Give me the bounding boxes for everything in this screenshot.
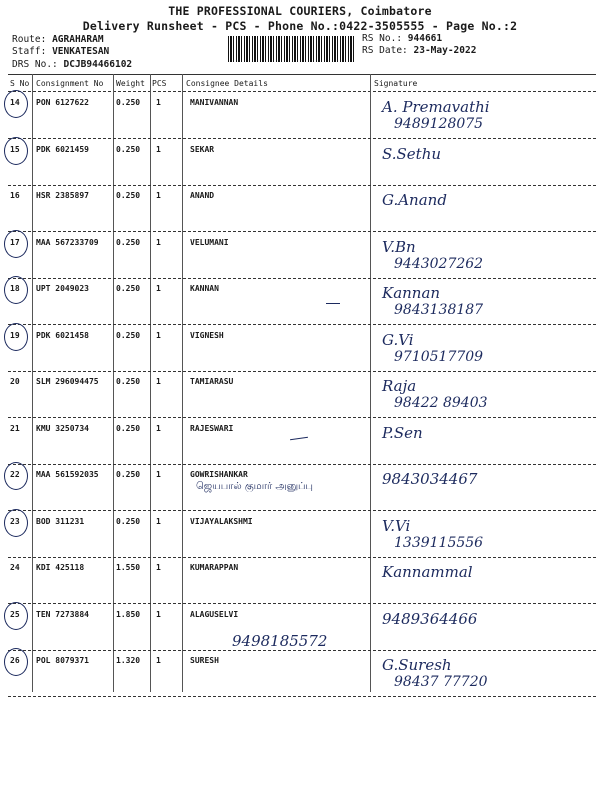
row-consignment-no: PON 6127622	[36, 98, 89, 107]
row-weight: 0.250	[116, 144, 141, 154]
row-consignment-no: MAA 561592035	[36, 470, 99, 479]
row-sno: 26	[10, 656, 20, 665]
row-weight: 0.250	[116, 377, 141, 386]
handwritten-phone: 9498185572	[232, 632, 328, 650]
sno-circle-mark	[4, 509, 28, 537]
row-weight: 1.550	[116, 563, 141, 572]
row-sno: 23	[10, 516, 20, 526]
table-top-rule	[8, 74, 596, 75]
row-signature: Raja	[382, 377, 417, 395]
row-consignee: ALAGUSELVI	[190, 609, 239, 619]
rs-no-info	[362, 33, 442, 44]
sno-circle-mark	[4, 323, 28, 351]
sno-circle-mark	[4, 276, 28, 304]
row-sno: 16	[10, 191, 20, 200]
row-divider	[8, 417, 596, 418]
row-consignment-no: PDK 6021458	[36, 330, 89, 340]
route-label: Route:	[12, 34, 47, 45]
row-pcs: 1	[156, 237, 161, 247]
drs-label: DRS No.:	[12, 59, 58, 70]
row-weight: 0.250	[116, 470, 141, 479]
row-signature-phone: 9843138187	[394, 302, 484, 318]
row-consignee: VIGNESH	[190, 330, 224, 340]
runsheet-title: Delivery Runsheet - PCS - Phone No.:0422-3505555 - Page No.:2	[82, 19, 518, 33]
row-signature: A. Premavathi	[382, 98, 490, 116]
row-weight: 0.250	[116, 237, 141, 247]
row-consignment-no: KDI 425118	[36, 563, 85, 572]
rs-date-info	[362, 45, 476, 56]
row-sno: 21	[10, 423, 20, 433]
sno-circle-mark	[4, 230, 28, 258]
row-consignee: GOWRISHANKAR	[190, 470, 248, 479]
row-divider	[8, 464, 596, 465]
barcode	[228, 36, 356, 62]
sno-circle-mark	[4, 602, 28, 630]
staff-value: VENKATESAN	[52, 46, 110, 57]
table-header-rule	[8, 91, 596, 92]
row-divider	[8, 557, 596, 558]
row-signature: Kannammal	[382, 563, 473, 581]
row-signature: V.Bn	[382, 237, 416, 256]
row-signature: G.Anand	[382, 191, 447, 209]
col-header-signature: Signature	[374, 79, 418, 88]
row-consignee: VELUMANI	[190, 237, 229, 247]
sno-circle-mark	[4, 90, 28, 118]
row-sno: 14	[10, 98, 20, 107]
row-signature-phone: 98422 89403	[394, 395, 488, 411]
row-consignment-no: PDK 6021459	[36, 144, 89, 154]
row-weight: 1.850	[116, 609, 141, 619]
rs-no-value: 944661	[407, 33, 443, 44]
row-weight: 0.250	[116, 284, 141, 293]
row-sno: 20	[10, 377, 20, 386]
col-separator	[182, 74, 183, 692]
row-signature-phone: 9443027262	[394, 255, 484, 272]
row-divider	[8, 278, 596, 279]
col-separator	[113, 74, 114, 692]
company-title: THE PROFESSIONAL COURIERS, Coimbatore	[168, 4, 432, 18]
row-divider	[8, 510, 596, 511]
row-weight: 1.320	[116, 656, 141, 665]
sno-circle-mark	[4, 137, 28, 165]
row-weight: 0.250	[116, 330, 141, 340]
pen-mark	[326, 303, 340, 304]
row-divider	[8, 231, 596, 232]
row-consignment-no: HSR 2385897	[36, 191, 89, 200]
row-signature: V.Vi	[382, 516, 411, 535]
row-consignee: RAJESWARI	[190, 423, 234, 433]
row-consignment-no: MAA 567233709	[36, 237, 99, 247]
row-pcs: 1	[156, 191, 161, 200]
row-signature: Kannan	[382, 284, 441, 302]
row-sno: 22	[10, 470, 20, 479]
row-pcs: 1	[156, 377, 161, 386]
row-sno: 15	[10, 144, 20, 154]
row-consignee: VIJAYALAKSHMI	[190, 516, 253, 526]
pen-mark	[290, 437, 308, 440]
row-consignee: KANNAN	[190, 284, 219, 293]
col-header-sno: S No	[10, 79, 30, 88]
row-divider	[8, 371, 596, 372]
row-divider	[8, 185, 596, 186]
row-consignment-no: BOD 311231	[36, 516, 85, 526]
rs-date-label: RS Date:	[362, 45, 408, 56]
row-signature: 9843034467	[382, 470, 478, 488]
row-signature: P.Sen	[382, 423, 423, 442]
rs-date-value: 23-May-2022	[413, 45, 477, 56]
row-consignee: ANAND	[190, 191, 215, 200]
row-pcs: 1	[156, 144, 161, 154]
row-weight: 0.250	[116, 423, 141, 433]
row-sno: 24	[10, 563, 20, 572]
row-consignee: SURESH	[190, 656, 219, 665]
row-divider	[8, 603, 596, 604]
col-header-consignee: Consignee Details	[186, 79, 268, 88]
row-pcs: 1	[156, 609, 161, 619]
row-signature-phone: 98437 77720	[394, 674, 488, 690]
row-signature-phone: 9710517709	[394, 348, 484, 365]
row-signature: G.Suresh	[382, 656, 452, 674]
row-consignee: KUMARAPPAN	[190, 563, 239, 572]
row-pcs: 1	[156, 656, 161, 665]
row-signature-phone: 1339115556	[394, 534, 484, 551]
row-pcs: 1	[156, 563, 161, 572]
row-consignee: TAMIARASU	[190, 377, 234, 386]
row-signature: G.Vi	[382, 330, 414, 349]
row-consignment-no: SLM 296094475	[36, 377, 99, 386]
row-consignee: SEKAR	[190, 144, 215, 154]
staff-label: Staff:	[12, 46, 47, 57]
row-signature: S.Sethu	[382, 144, 442, 163]
rs-no-label: RS No.:	[362, 33, 403, 44]
row-weight: 0.250	[116, 191, 141, 200]
handwritten-tamil-note: ஜெயபால் குமார் அனுப்பு	[196, 481, 313, 492]
row-signature: 9489364466	[382, 609, 478, 628]
row-pcs: 1	[156, 284, 161, 293]
drs-info	[12, 59, 132, 70]
row-pcs: 1	[156, 98, 161, 107]
row-weight: 0.250	[116, 98, 141, 107]
sno-circle-mark	[4, 462, 28, 490]
row-pcs: 1	[156, 470, 161, 479]
col-header-consignment: Consignment No	[36, 79, 104, 88]
sno-circle-mark	[4, 648, 28, 676]
col-header-weight: Weight	[116, 79, 145, 88]
staff-info	[12, 46, 109, 57]
row-weight: 0.250	[116, 516, 141, 526]
row-sno: 19	[10, 330, 20, 340]
row-pcs: 1	[156, 423, 161, 433]
col-separator	[370, 74, 371, 692]
route-info	[12, 34, 104, 45]
col-separator	[150, 74, 151, 692]
route-value: AGRAHARAM	[52, 34, 104, 45]
row-consignment-no: POL 8079371	[36, 656, 89, 665]
row-pcs: 1	[156, 330, 161, 340]
row-sno: 25	[10, 609, 20, 619]
row-sno: 18	[10, 284, 20, 293]
row-consignee: MANIVANNAN	[190, 98, 239, 107]
col-separator	[32, 74, 33, 692]
row-divider	[8, 696, 596, 697]
col-header-pcs: PCS	[152, 79, 167, 88]
row-divider	[8, 324, 596, 325]
row-pcs: 1	[156, 516, 161, 526]
row-sno: 17	[10, 237, 20, 247]
drs-value: DCJB94466102	[63, 59, 133, 70]
row-divider	[8, 138, 596, 139]
row-signature-phone: 9489128075	[394, 116, 484, 132]
row-consignment-no: KMU 3250734	[36, 423, 89, 433]
row-consignment-no: TEN 7273884	[36, 609, 89, 619]
row-consignment-no: UPT 2049023	[36, 284, 89, 293]
